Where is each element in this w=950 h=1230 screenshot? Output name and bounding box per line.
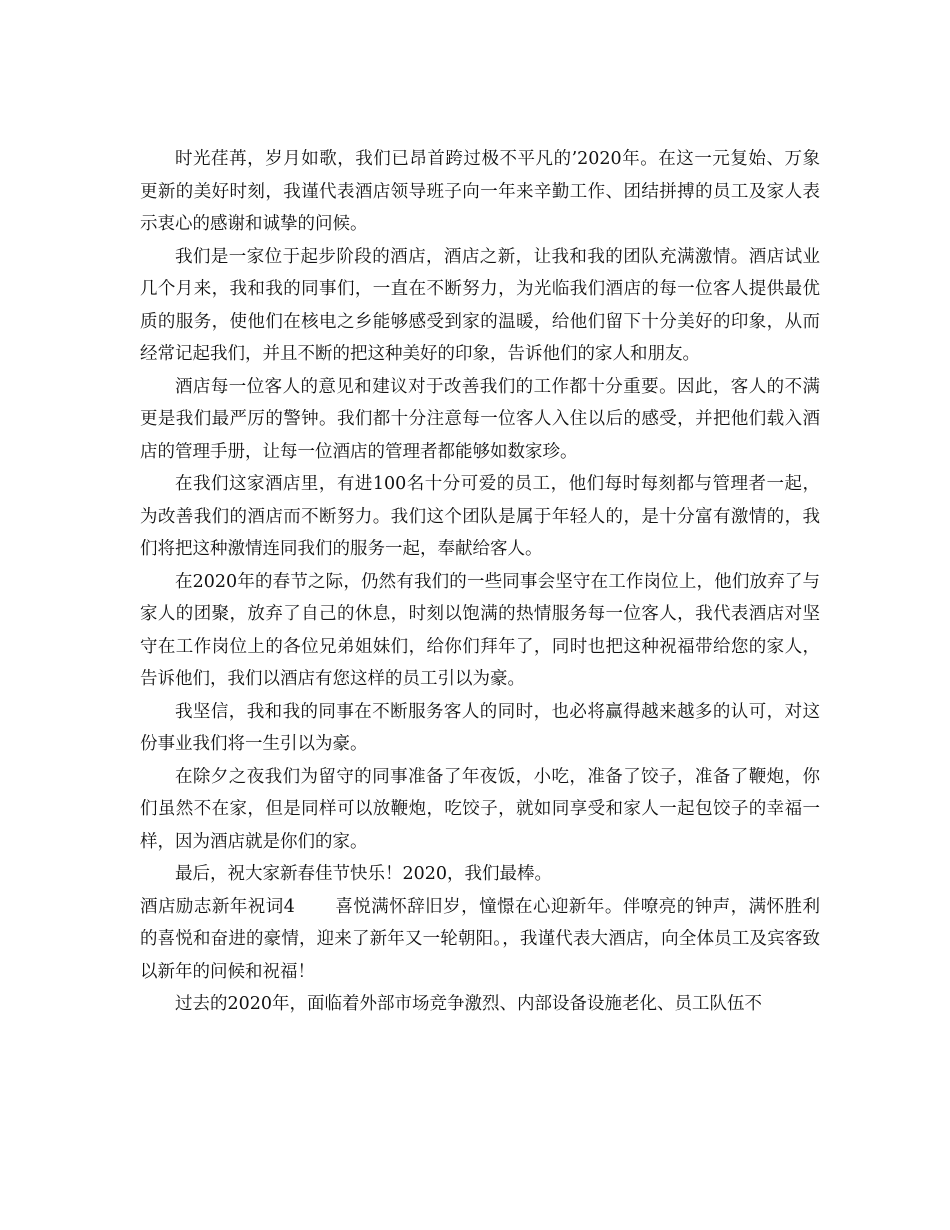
section-heading-paragraph bbox=[140, 891, 820, 989]
paragraph-2: 我们是一家位于起步阶段的酒店，酒店之新，让我和我的团队充满激情。酒店试业几个月来，我和我的同事们，一直在不断努力，为光临我们酒店的每一位客人提供最优质的服务，使他们在核电之乡能够感受到家的温暖，给他们留下十分美好的印象，从而经常记起我们，并且不断的把这种美好的印象，告诉他们的家人和朋友。 bbox=[140, 246, 820, 364]
paragraph-last: 过去的2020年，面临着外部市场竞争激烈、内部设备设施老化、员工队伍不 bbox=[175, 994, 763, 1014]
paragraph-1: 时光荏苒，岁月如歌，我们已昂首跨过极不平凡的’2020年。在这一元复始、万象更新的美好时刻，我谨代表酒店领导班子向一年来辛勤工作、团结拼搏的员工及家人表示衷心的感谢和诚挚的问候。 bbox=[140, 149, 820, 234]
paragraph-7: 在除夕之夜我们为留守的同事准备了年夜饭，小吃，准备了饺子，准备了鞭炮，你们虽然不在家，但是同样可以放鞭炮，吃饺子，就如同享受和家人一起包饺子的幸福一样，因为酒店就是你们的家。 bbox=[140, 766, 820, 852]
paragraph-5: 在2020年的春节之际，仍然有我们的一些同事会坚守在工作岗位上，他们放弃了与家人的团聚，放弃了自己的休息，时刻以饱满的热情服务每一位客人，我代表酒店对坚守在工作岗位上的各位兄弟姐妹们，给你们拜年了，同时也把这种祝福带给您的家人，告诉他们，我们以酒店有您这样的员工引以为豪。 bbox=[140, 571, 820, 689]
paragraph-4: 在我们这家酒店里，有进100名十分可爱的员工，他们每时每刻都与管理者一起，为改善我们的酒店而不断努力。我们这个团队是属于年轻人的，是十分富有激情的，我们将把这种激情连同我们的服务一起，奉献给客人。 bbox=[140, 474, 820, 559]
paragraph-6: 我坚信，我和我的同事在不断服务客人的同时，也必将赢得越来越多的认可，对这份事业我们将一生引以为豪。 bbox=[140, 701, 820, 754]
paragraph-8: 最后，祝大家新春佳节快乐！2020，我们最棒。 bbox=[175, 864, 553, 884]
section-title: 酒店励志新年祝词4 bbox=[140, 896, 295, 917]
paragraph-3: 酒店每一位客人的意见和建议对于改善我们的工作都十分重要。因此，客人的不满更是我们最严厉的警钟。我们都十分注意每一位客人入住以后的感受，并把他们载入酒店的管理手册，让每一位酒店的管理者都能够如数家珍。 bbox=[140, 376, 820, 462]
section-first-paragraph: 喜悦满怀辞旧岁，憧憬在心迎新年。伴嘹亮的钟声，满怀胜利的喜悦和奋进的豪情，迎来了新年又一轮朝阳。，我谨代表大酒店，向全体员工及宾客致以新年的问候和祝福！ bbox=[140, 896, 820, 982]
